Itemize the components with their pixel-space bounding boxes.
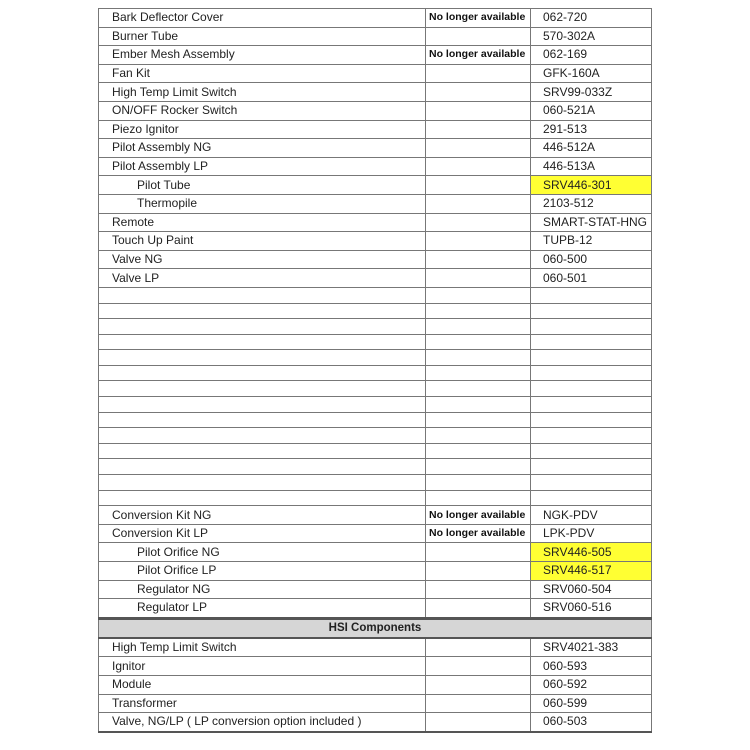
empty-row (99, 350, 652, 366)
part-number: SRV99-033Z (531, 83, 652, 102)
empty-row (99, 475, 652, 491)
part-description: Piezo Ignitor (99, 120, 426, 139)
empty-cell (531, 490, 652, 506)
empty-row (99, 443, 652, 459)
empty-row (99, 490, 652, 506)
empty-row (99, 428, 652, 444)
part-number: TUPB-12 (531, 232, 652, 251)
empty-cell (426, 475, 531, 491)
part-description: Valve LP (99, 269, 426, 288)
empty-row (99, 381, 652, 397)
empty-cell (99, 490, 426, 506)
part-number: 060-500 (531, 250, 652, 269)
empty-cell (531, 397, 652, 413)
empty-row (99, 287, 652, 303)
part-description: Fan Kit (99, 64, 426, 83)
availability-note (426, 232, 531, 251)
part-description: High Temp Limit Switch (99, 638, 426, 657)
parts-row (99, 9, 652, 28)
part-description: Bark Deflector Cover (99, 9, 426, 28)
availability-note (426, 580, 531, 599)
empty-cell (531, 443, 652, 459)
availability-note (426, 157, 531, 176)
empty-cell (99, 334, 426, 350)
part-description: Regulator NG (99, 580, 426, 599)
empty-cell (99, 287, 426, 303)
part-description: Pilot Assembly NG (99, 139, 426, 158)
availability-note (426, 250, 531, 269)
part-number: SRV446-517 (531, 562, 652, 581)
empty-cell (426, 350, 531, 366)
empty-cell (531, 287, 652, 303)
availability-note (426, 213, 531, 232)
availability-note (426, 694, 531, 713)
parts-row (99, 157, 652, 176)
empty-cell (531, 303, 652, 319)
part-number: 060-521A (531, 101, 652, 120)
part-description: Burner Tube (99, 27, 426, 46)
empty-cell (99, 428, 426, 444)
availability-note (426, 176, 531, 195)
empty-cell (426, 334, 531, 350)
availability-note (426, 675, 531, 694)
availability-note (426, 638, 531, 657)
availability-note (426, 657, 531, 676)
part-description: Pilot Tube (99, 176, 426, 195)
part-description: Touch Up Paint (99, 232, 426, 251)
part-description: Pilot Assembly LP (99, 157, 426, 176)
part-description: Conversion Kit NG (99, 506, 426, 525)
hsi-section-header (99, 618, 652, 638)
availability-note (426, 713, 531, 732)
empty-cell (531, 459, 652, 475)
part-number: 060-599 (531, 694, 652, 713)
part-number: SRV446-505 (531, 543, 652, 562)
empty-cell (426, 303, 531, 319)
empty-cell (426, 319, 531, 335)
empty-row (99, 365, 652, 381)
parts-row (99, 580, 652, 599)
empty-cell (99, 443, 426, 459)
part-description: Thermopile (99, 194, 426, 213)
part-number: 060-503 (531, 713, 652, 732)
availability-note: No longer available (426, 506, 531, 525)
parts-table-body (99, 9, 652, 732)
empty-cell (531, 350, 652, 366)
part-number: SRV060-516 (531, 599, 652, 619)
empty-cell (426, 428, 531, 444)
part-number: 446-512A (531, 139, 652, 158)
parts-row (99, 543, 652, 562)
part-description: Conversion Kit LP (99, 524, 426, 543)
part-number: LPK-PDV (531, 524, 652, 543)
empty-cell (531, 428, 652, 444)
part-number: 291-513 (531, 120, 652, 139)
part-number: 062-169 (531, 46, 652, 65)
availability-note (426, 543, 531, 562)
part-number: NGK-PDV (531, 506, 652, 525)
parts-row (99, 27, 652, 46)
availability-note: No longer available (426, 524, 531, 543)
parts-row (99, 176, 652, 195)
parts-row (99, 506, 652, 525)
part-number: SRV4021-383 (531, 638, 652, 657)
parts-row (99, 101, 652, 120)
part-number: 060-593 (531, 657, 652, 676)
empty-row (99, 397, 652, 413)
empty-row (99, 412, 652, 428)
part-description: Module (99, 675, 426, 694)
empty-cell (531, 365, 652, 381)
part-description: Ember Mesh Assembly (99, 46, 426, 65)
empty-row (99, 459, 652, 475)
empty-cell (531, 412, 652, 428)
empty-cell (99, 381, 426, 397)
empty-cell (99, 319, 426, 335)
empty-row (99, 303, 652, 319)
part-description: Regulator LP (99, 599, 426, 619)
parts-row (99, 562, 652, 581)
parts-row (99, 46, 652, 65)
parts-row (99, 599, 652, 619)
part-number: SRV060-504 (531, 580, 652, 599)
empty-cell (426, 397, 531, 413)
availability-note: No longer available (426, 46, 531, 65)
availability-note (426, 139, 531, 158)
part-description: Pilot Orifice LP (99, 562, 426, 581)
parts-row (99, 83, 652, 102)
part-description: High Temp Limit Switch (99, 83, 426, 102)
parts-row (99, 657, 652, 676)
part-number: 570-302A (531, 27, 652, 46)
empty-cell (426, 443, 531, 459)
empty-cell (531, 319, 652, 335)
availability-note: No longer available (426, 9, 531, 28)
empty-cell (531, 334, 652, 350)
section-title: HSI Components (99, 618, 652, 638)
empty-cell (531, 381, 652, 397)
part-number: 2103-512 (531, 194, 652, 213)
empty-cell (99, 303, 426, 319)
empty-cell (99, 350, 426, 366)
availability-note (426, 269, 531, 288)
part-number: 060-501 (531, 269, 652, 288)
availability-note (426, 194, 531, 213)
empty-cell (426, 459, 531, 475)
parts-row (99, 524, 652, 543)
parts-row (99, 694, 652, 713)
part-number: SMART-STAT-HNG (531, 213, 652, 232)
availability-note (426, 599, 531, 619)
parts-row (99, 232, 652, 251)
empty-cell (426, 365, 531, 381)
availability-note (426, 83, 531, 102)
part-description: ON/OFF Rocker Switch (99, 101, 426, 120)
part-description: Valve NG (99, 250, 426, 269)
parts-table (98, 8, 652, 733)
empty-cell (99, 397, 426, 413)
empty-cell (426, 381, 531, 397)
parts-row (99, 269, 652, 288)
empty-row (99, 334, 652, 350)
parts-row (99, 139, 652, 158)
empty-cell (426, 412, 531, 428)
part-description: Ignitor (99, 657, 426, 676)
part-description: Remote (99, 213, 426, 232)
part-number: 062-720 (531, 9, 652, 28)
empty-cell (99, 459, 426, 475)
empty-cell (99, 365, 426, 381)
parts-row (99, 64, 652, 83)
part-number: 060-592 (531, 675, 652, 694)
part-number: 446-513A (531, 157, 652, 176)
availability-note (426, 562, 531, 581)
part-description: Transformer (99, 694, 426, 713)
part-description: Pilot Orifice NG (99, 543, 426, 562)
part-number: GFK-160A (531, 64, 652, 83)
parts-row (99, 194, 652, 213)
part-number: SRV446-301 (531, 176, 652, 195)
part-description: Valve, NG/LP ( LP conversion option included ) (99, 713, 426, 732)
empty-cell (426, 287, 531, 303)
availability-note (426, 120, 531, 139)
availability-note (426, 27, 531, 46)
parts-row (99, 213, 652, 232)
parts-list-sheet (98, 8, 651, 733)
empty-cell (99, 475, 426, 491)
parts-row (99, 120, 652, 139)
parts-row (99, 250, 652, 269)
availability-note (426, 101, 531, 120)
empty-cell (99, 412, 426, 428)
parts-row (99, 638, 652, 657)
parts-row (99, 713, 652, 732)
empty-row (99, 319, 652, 335)
availability-note (426, 64, 531, 83)
parts-row (99, 675, 652, 694)
empty-cell (531, 475, 652, 491)
empty-cell (426, 490, 531, 506)
